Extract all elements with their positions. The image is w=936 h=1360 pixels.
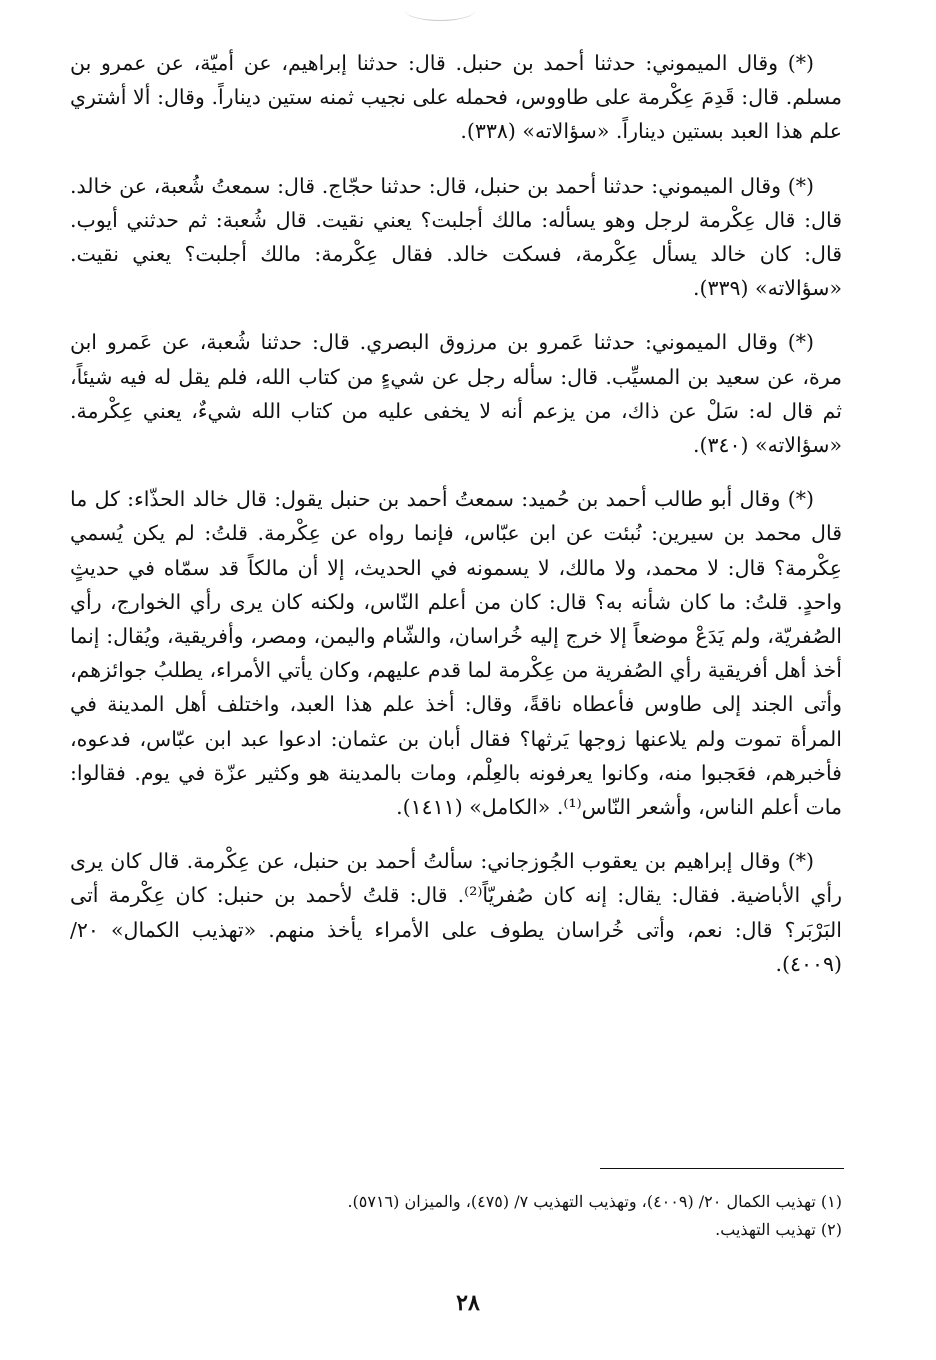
footnote-separator xyxy=(600,1168,844,1169)
entry-paragraph: (*) وقال الميموني: حدثنا عَمرو بن مرزوق البصري. قال: حدثنا شُعبة، عن عَمرو ابن مرة، عن سعيد بن المسيِّب. قال: سأله رجل عن شيءٍ من كتاب الله، فلم يقل له فيه شيئاً، ثم قال له: سَلْ عن ذاك، من يزعم أنه لا يخفى عليه من كتاب الله شيءٌ، يعني عِكْرمة. «سؤالاته» (٣٤٠). xyxy=(70,330,842,458)
footnotes xyxy=(200,1188,842,1244)
footnote-1: (١) تهذيب الكمال ٢٠/ (٤٠٠٩)، وتهذيب التهذيب ٧/ (٤٧٥)، والميزان (٥٧١٦). xyxy=(347,1192,842,1211)
entry-1411 xyxy=(70,482,842,824)
main-text xyxy=(70,46,842,1001)
entry-340 xyxy=(70,325,842,462)
entry-paragraph: (*) وقال الميموني: حدثنا أحمد بن حنبل، قال: حدثنا حجّاج. قال: سمعتُ شُعبة، عن خالد. قال: قال عِكْرمة لرجل وهو يسأله: مالك أجلبت؟ يعني نقيت. قال شُعبة: ثم حدثني أيوب. قال: كان خالد يسأل عِكْرمة، فسكت خالد. فقال عِكْرمة: مالك أجلبت؟ يعني نقيت. «سؤالاته» (٣٣٩). xyxy=(70,173,842,301)
entry-4009 xyxy=(70,844,842,981)
entry-paragraph: (*) وقال إبراهيم بن يعقوب الجُوزجاني: سألتُ أحمد بن حنبل، عن عِكْرمة. قال كان يرى رأي الأباضية. فقال: يقال: إنه كان صُفريّاً⁽²⁾. قال: قلتُ لأحمد بن حنبل: كان عِكْرمة أتى البَرْبَر؟ قال: نعم، وأتى خُراسان يطوف على الأمراء يأخذ منهم. «تهذيب الكمال» ٢٠/ (٤٠٠٩). xyxy=(70,849,842,976)
scan-artifact xyxy=(405,0,475,21)
entry-339 xyxy=(70,169,842,306)
footnote-2: (٢) تهذيب التهذيب. xyxy=(715,1220,842,1239)
entry-paragraph: (*) وقال الميموني: حدثنا أحمد بن حنبل. قال: حدثنا إبراهيم، عن أميّة، عن عمرو بن مسلم. قال: قَدِمَ عِكْرمة على طاووس، فحمله على نجيب ثمنه ستين ديناراً. وقال: ألا أشتري علم هذا العبد بستين ديناراً. «سؤالاته» (٣٣٨). xyxy=(70,51,842,144)
page-number: ٢٨ xyxy=(456,1290,480,1316)
entry-paragraph: (*) وقال أبو طالب أحمد بن حُميد: سمعتُ أحمد بن حنبل يقول: قال خالد الحذّاء: كل ما قال محمد بن سيرين: نُبئت عن ابن عبّاس، فإنما رواه عن عِكْرمة. قلتُ: لم يكن يُسمي عِكْرمة؟ قال: لا محمد، ولا مالك، لا يسمونه في الحديث، إلا أن مالكاً قد سمّاه في حديثٍ واحدٍ. قلتُ: ما كان شأنه به؟ قال: كان من أعلم النّاس، ولكنه كان يرى رأي الخوارج، رأي الصُفريّة، ولم يَدَعْ موضعاً إلا خرج إليه خُراسان، والشّام واليمن، ومصر، وأفريقية، ويُقال: إنما أخذ أهل أفريقية رأي الصُفرية من عِكْرمة لما قدم عليهم، وكان يأتي الأمراء، يطلبُ جوائزهم، وأتى الجند إلى طاوس فأعطاه ناقةً، وقال: أخذ علم هذا العبد، واختلف أهل المدينة في المرأة تموت ولم يلاعنها زوجها يَرثها؟ فقال أبان بن عثمان: ادعوا عبد ابن عبّاس، فدعوه، فأخبرهم، فعَجبوا منه، وكانوا يعرفونه بالعِلْم، ومات بالمدينة هو وكثير عزّة في يوم. فقالوا: مات أعلم الناس، وأشعر النّاس⁽¹⁾. «الكامل» (١٤١١). xyxy=(70,487,842,820)
entry-338 xyxy=(70,46,842,149)
